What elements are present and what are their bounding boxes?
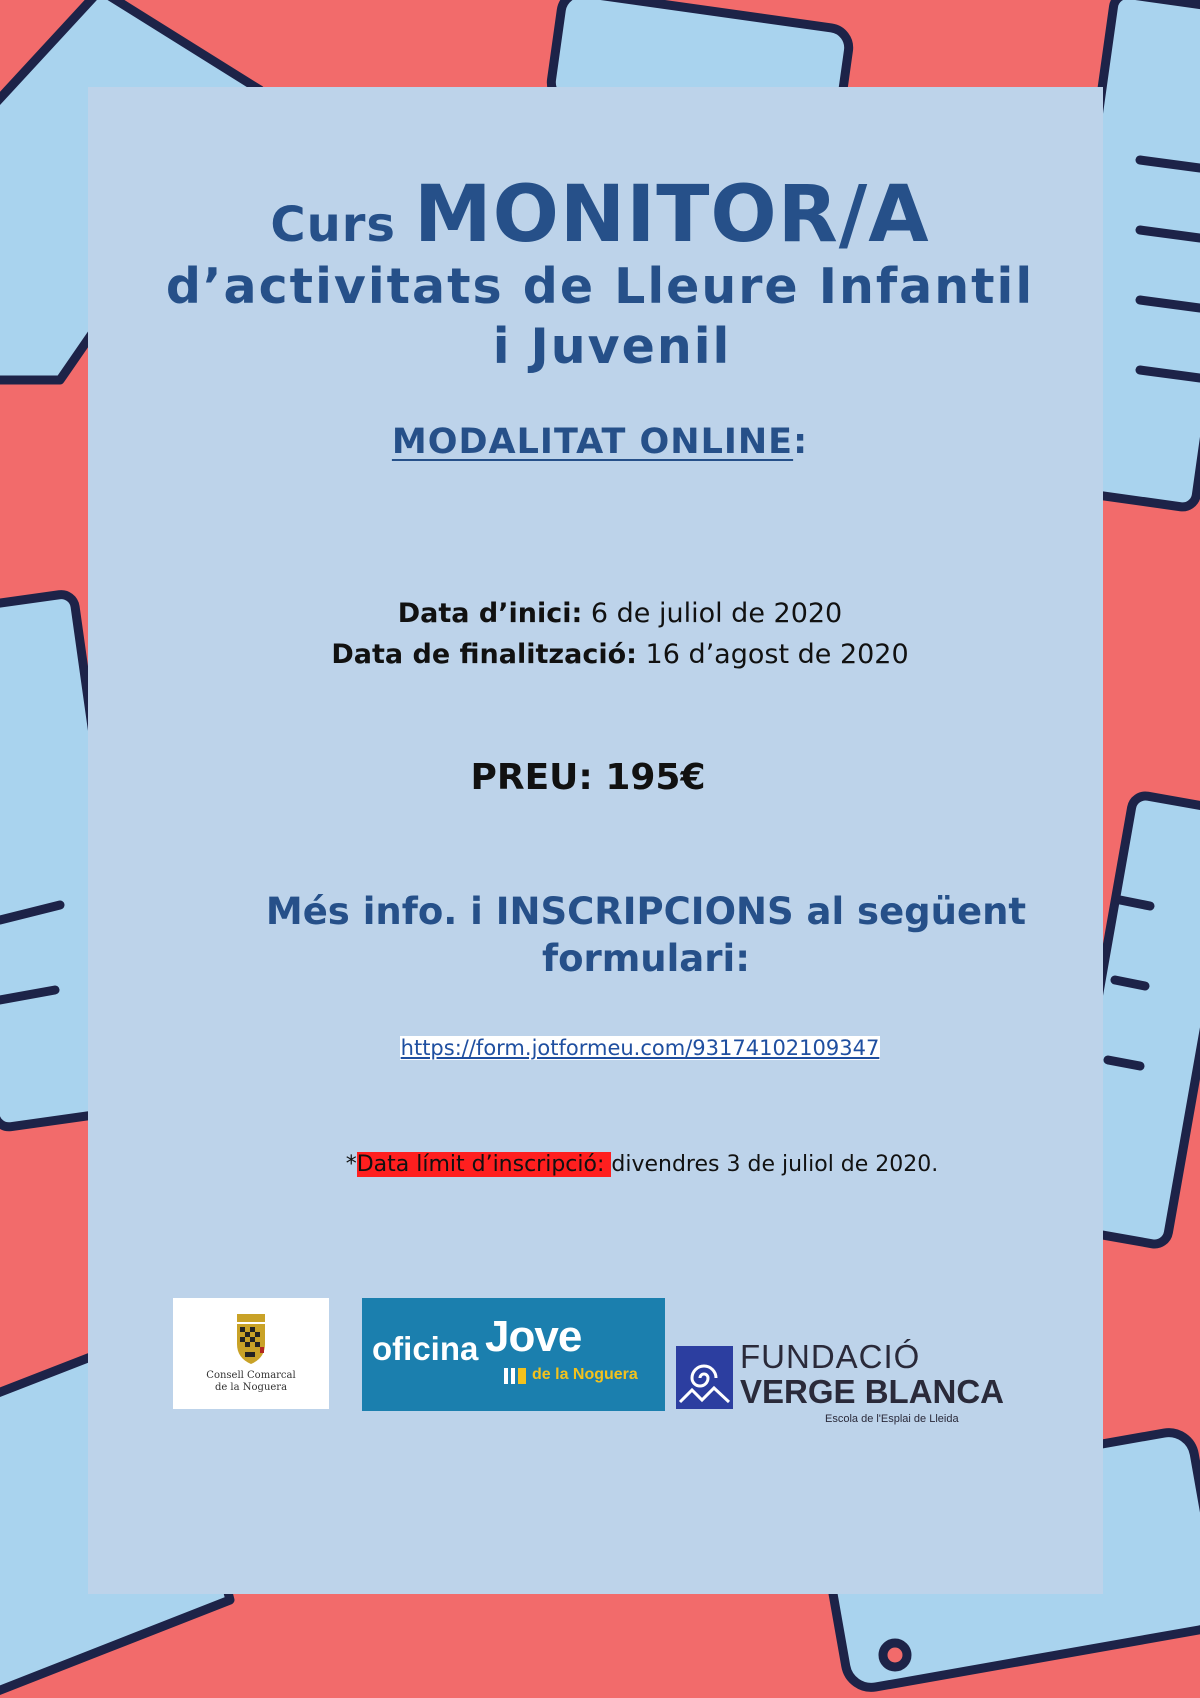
modality-label: MODALITAT ONLINE — [391, 422, 794, 462]
end-date — [20, 639, 1200, 670]
consell-comarcal-logo — [173, 1298, 329, 1409]
title-line-3: i Juvenil — [492, 318, 732, 375]
oficina-jove-logo — [362, 1298, 665, 1411]
info-line-2: formulari: — [541, 937, 751, 980]
title-line-2: d’activitats de Lleure Infantil — [165, 258, 1035, 315]
jove-word: Jove — [485, 1312, 582, 1361]
start-date — [20, 598, 1200, 629]
form-link[interactable]: https://form.jotformeu.com/93174102109347 — [400, 1036, 880, 1060]
end-date-label: Data de finalització: — [331, 639, 637, 670]
spiral-emblem-icon — [676, 1346, 733, 1409]
title-curs: Curs — [270, 197, 396, 253]
deadline-value: divendres 3 de juliol de 2020. — [611, 1152, 939, 1177]
noguera-word: de la Noguera — [532, 1366, 638, 1383]
fundacio-line-3: Escola de l'Esplai de Lleida — [825, 1413, 959, 1425]
bars-icon — [504, 1368, 528, 1384]
deadline — [42, 1152, 1200, 1177]
start-date-value: 6 de juliol de 2020 — [582, 598, 843, 629]
fundacio-line-1: FUNDACIÓ — [740, 1338, 921, 1375]
modality-heading — [0, 422, 1200, 462]
poster-title — [0, 170, 1200, 260]
oficina-word: oficina — [372, 1330, 479, 1367]
deadline-prefix: * — [345, 1152, 357, 1177]
consell-line-1: Consell Comarcal — [206, 1370, 296, 1381]
start-date-label: Data d’inici: — [397, 598, 583, 629]
end-date-value: 16 d’agost de 2020 — [636, 639, 909, 670]
title-monitor: MONITOR/A — [413, 170, 930, 260]
price: PREU: 195€ — [470, 757, 706, 798]
fundacio-verge-blanca-logo — [676, 1338, 1006, 1428]
consell-line-2: de la Noguera — [214, 1382, 288, 1393]
form-link-row — [40, 1036, 1200, 1060]
coat-of-arms-icon — [231, 1314, 271, 1366]
info-line-1: Més info. i INSCRIPCIONS al següent — [265, 890, 1027, 933]
fundacio-line-2: VERGE BLANCA — [740, 1373, 1005, 1410]
deadline-label: Data límit d’inscripció: — [356, 1152, 612, 1177]
modality-suffix: : — [793, 422, 809, 462]
